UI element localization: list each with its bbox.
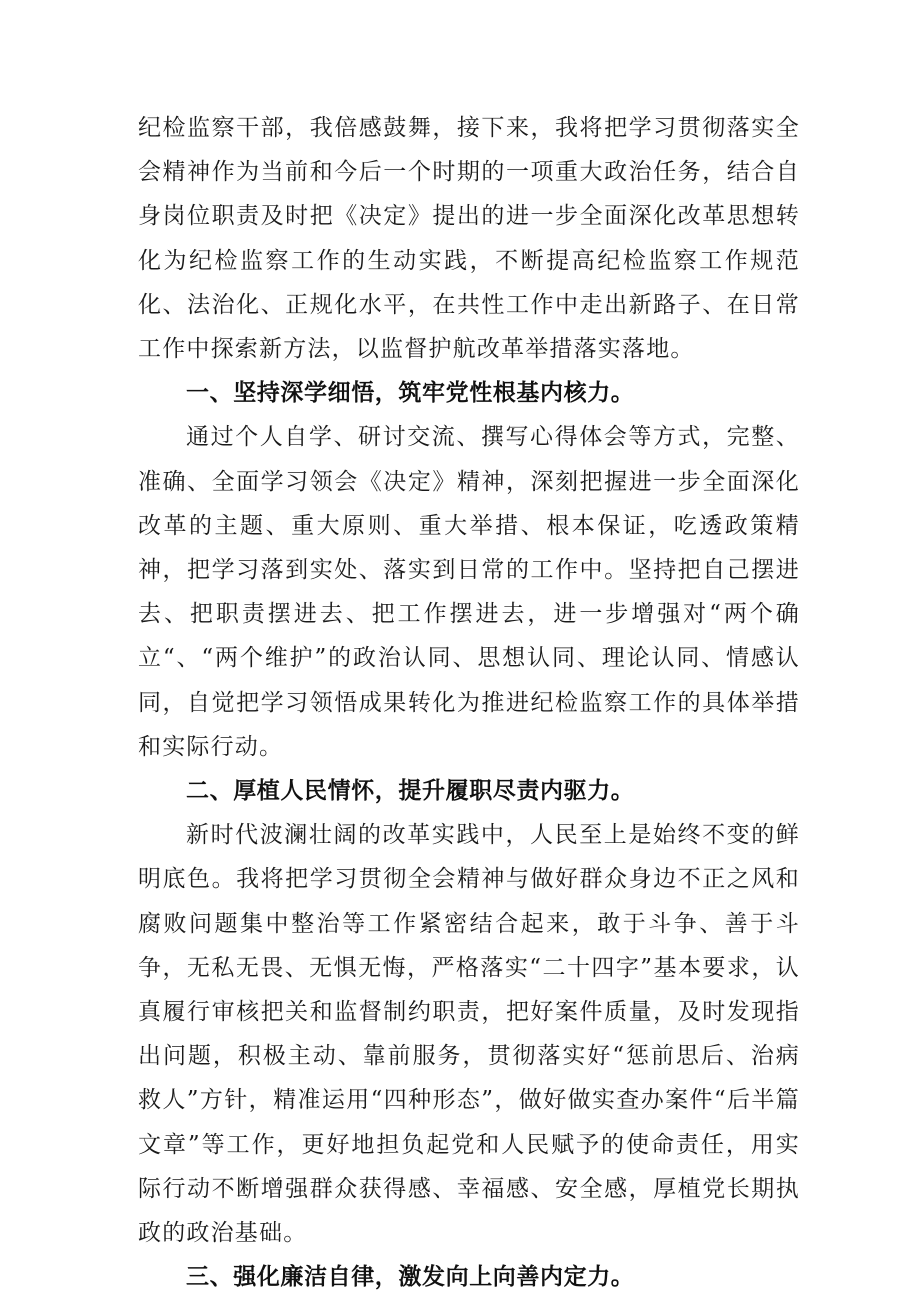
section-1-heading: 一、坚持深学细悟，筑牢党性根基内核力。 [186,380,635,407]
section-1-body: 通过个人自学、研讨交流、撰写心得体会等方式，完整、准确、全面学习领会《决定》精神，深刻把握进一步全面深化改革的主题、重大原则、重大举措、根本保证，吃透政策精神，把学习落到实处、落实到日常的工作中。坚持把自己摆进去、把职责摆进去、把工作摆进去，进一步增强对“两个确立“、“两个维护”的政治认同、思想认同、理论认同、情感认同，自觉把学习领悟成果转化为推进纪检监察工作的具体举措和实际行动。 [138,424,800,760]
section-2-heading: 二、厚植人民情怀，提升履职尽责内驱力。 [186,778,635,805]
intro-paragraph: 纪检监察干部，我倍感鼓舞，接下来，我将把学习贯彻落实全会精神作为当前和今后一个时期的一项重大政治任务，结合自身岗位职责及时把《决定》提出的进一步全面深化改革思想转化为纪检监察工作的生动实践，不断提高纪检监察工作规范化、法治化、正规化水平，在共性工作中走出新路子、在日常工作中探索新方法，以监督护航改革举措落实落地。 [138,115,800,363]
section-3-heading: 三、强化廉洁自律，激发向上向善内定力。 [186,1264,635,1291]
document-body [138,106,800,1299]
section-2-body: 新时代波澜壮阔的改革实践中，人民至上是始终不变的鲜明底色。我将把学习贯彻全会精神与做好群众身边不正之风和腐败问题集中整治等工作紧密结合起来，敢于斗争、善于斗争，无私无畏、无惧无悔，严格落实“二十四字”基本要求，认真履行审核把关和监督制约职责，把好案件质量，及时发现指出问题，积极主动、靠前服务，贯彻落实好“惩前思后、治病救人”方针，精准运用“四种形态”，做好做实查办案件“后半篇文章”等工作，更好地担负起党和人民赋予的使命责任，用实际行动不断增强群众获得感、幸福感、安全感，厚植党长期执政的政治基础。 [138,822,800,1247]
